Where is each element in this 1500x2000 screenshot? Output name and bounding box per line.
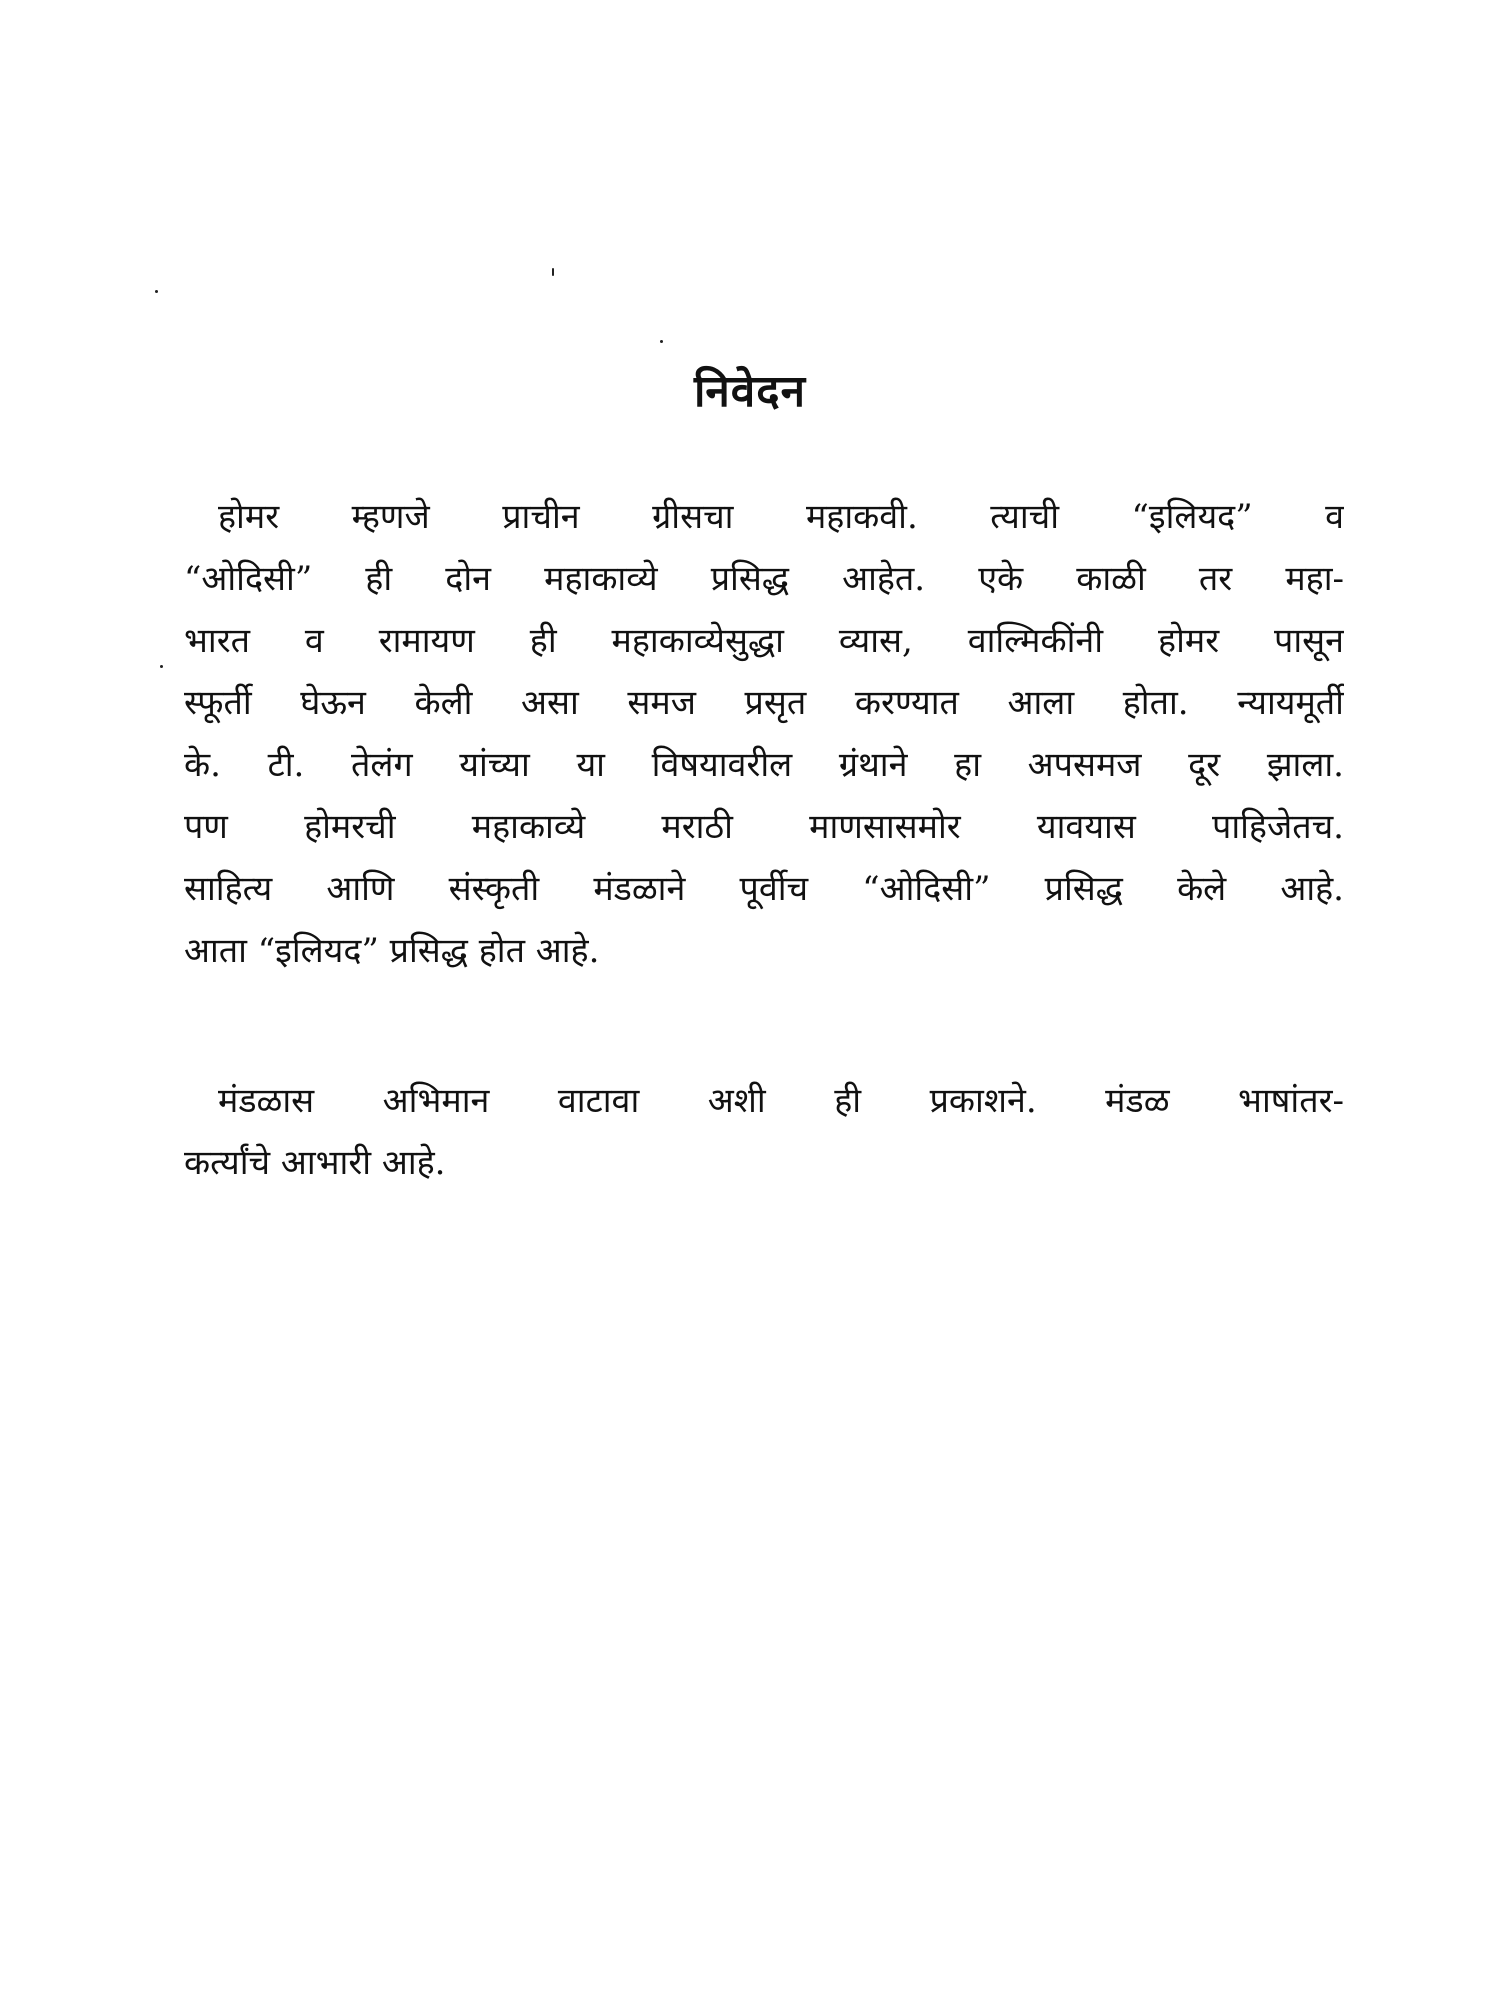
text-line: “ओदिसी” ही दोन महाकाव्ये प्रसिद्ध आहेत. एके काळी तर महा- — [184, 559, 1344, 599]
scan-speck — [160, 665, 163, 668]
text-line: होमर म्हणजे प्राचीन ग्रीसचा महाकवी. त्याची “इलियद” व — [218, 497, 1344, 537]
paragraph-2 — [184, 1070, 1344, 1194]
text-line: आता “इलियद” प्रसिद्ध होत आहे. — [184, 931, 600, 971]
scan-speck — [552, 268, 554, 276]
text-line: भारत व रामायण ही महाकाव्येसुद्धा व्यास, वाल्मिकींनी होमर पासून — [184, 621, 1344, 661]
paragraph-1 — [184, 486, 1344, 982]
page-title: निवेदन — [693, 366, 807, 417]
text-line: के. टी. तेलंग यांच्या या विषयावरील ग्रंथाने हा अपसमज दूर झाला. — [184, 745, 1344, 785]
scan-speck — [660, 340, 663, 343]
text-line: मंडळास अभिमान वाटावा अशी ही प्रकाशने. मंडळ भाषांतर- — [218, 1081, 1344, 1121]
scan-speck — [155, 290, 158, 293]
text-line: कर्त्यांचे आभारी आहे. — [184, 1143, 446, 1183]
text-line: स्फूर्ती घेऊन केली असा समज प्रसृत करण्यात आला होता. न्यायमूर्ती — [184, 683, 1344, 723]
text-line: साहित्य आणि संस्कृती मंडळाने पूर्वीच “ओदिसी” प्रसिद्ध केले आहे. — [184, 869, 1344, 909]
text-line: पण होमरची महाकाव्ये मराठी माणसासमोर यावयास पाहिजेतच. — [184, 807, 1344, 847]
